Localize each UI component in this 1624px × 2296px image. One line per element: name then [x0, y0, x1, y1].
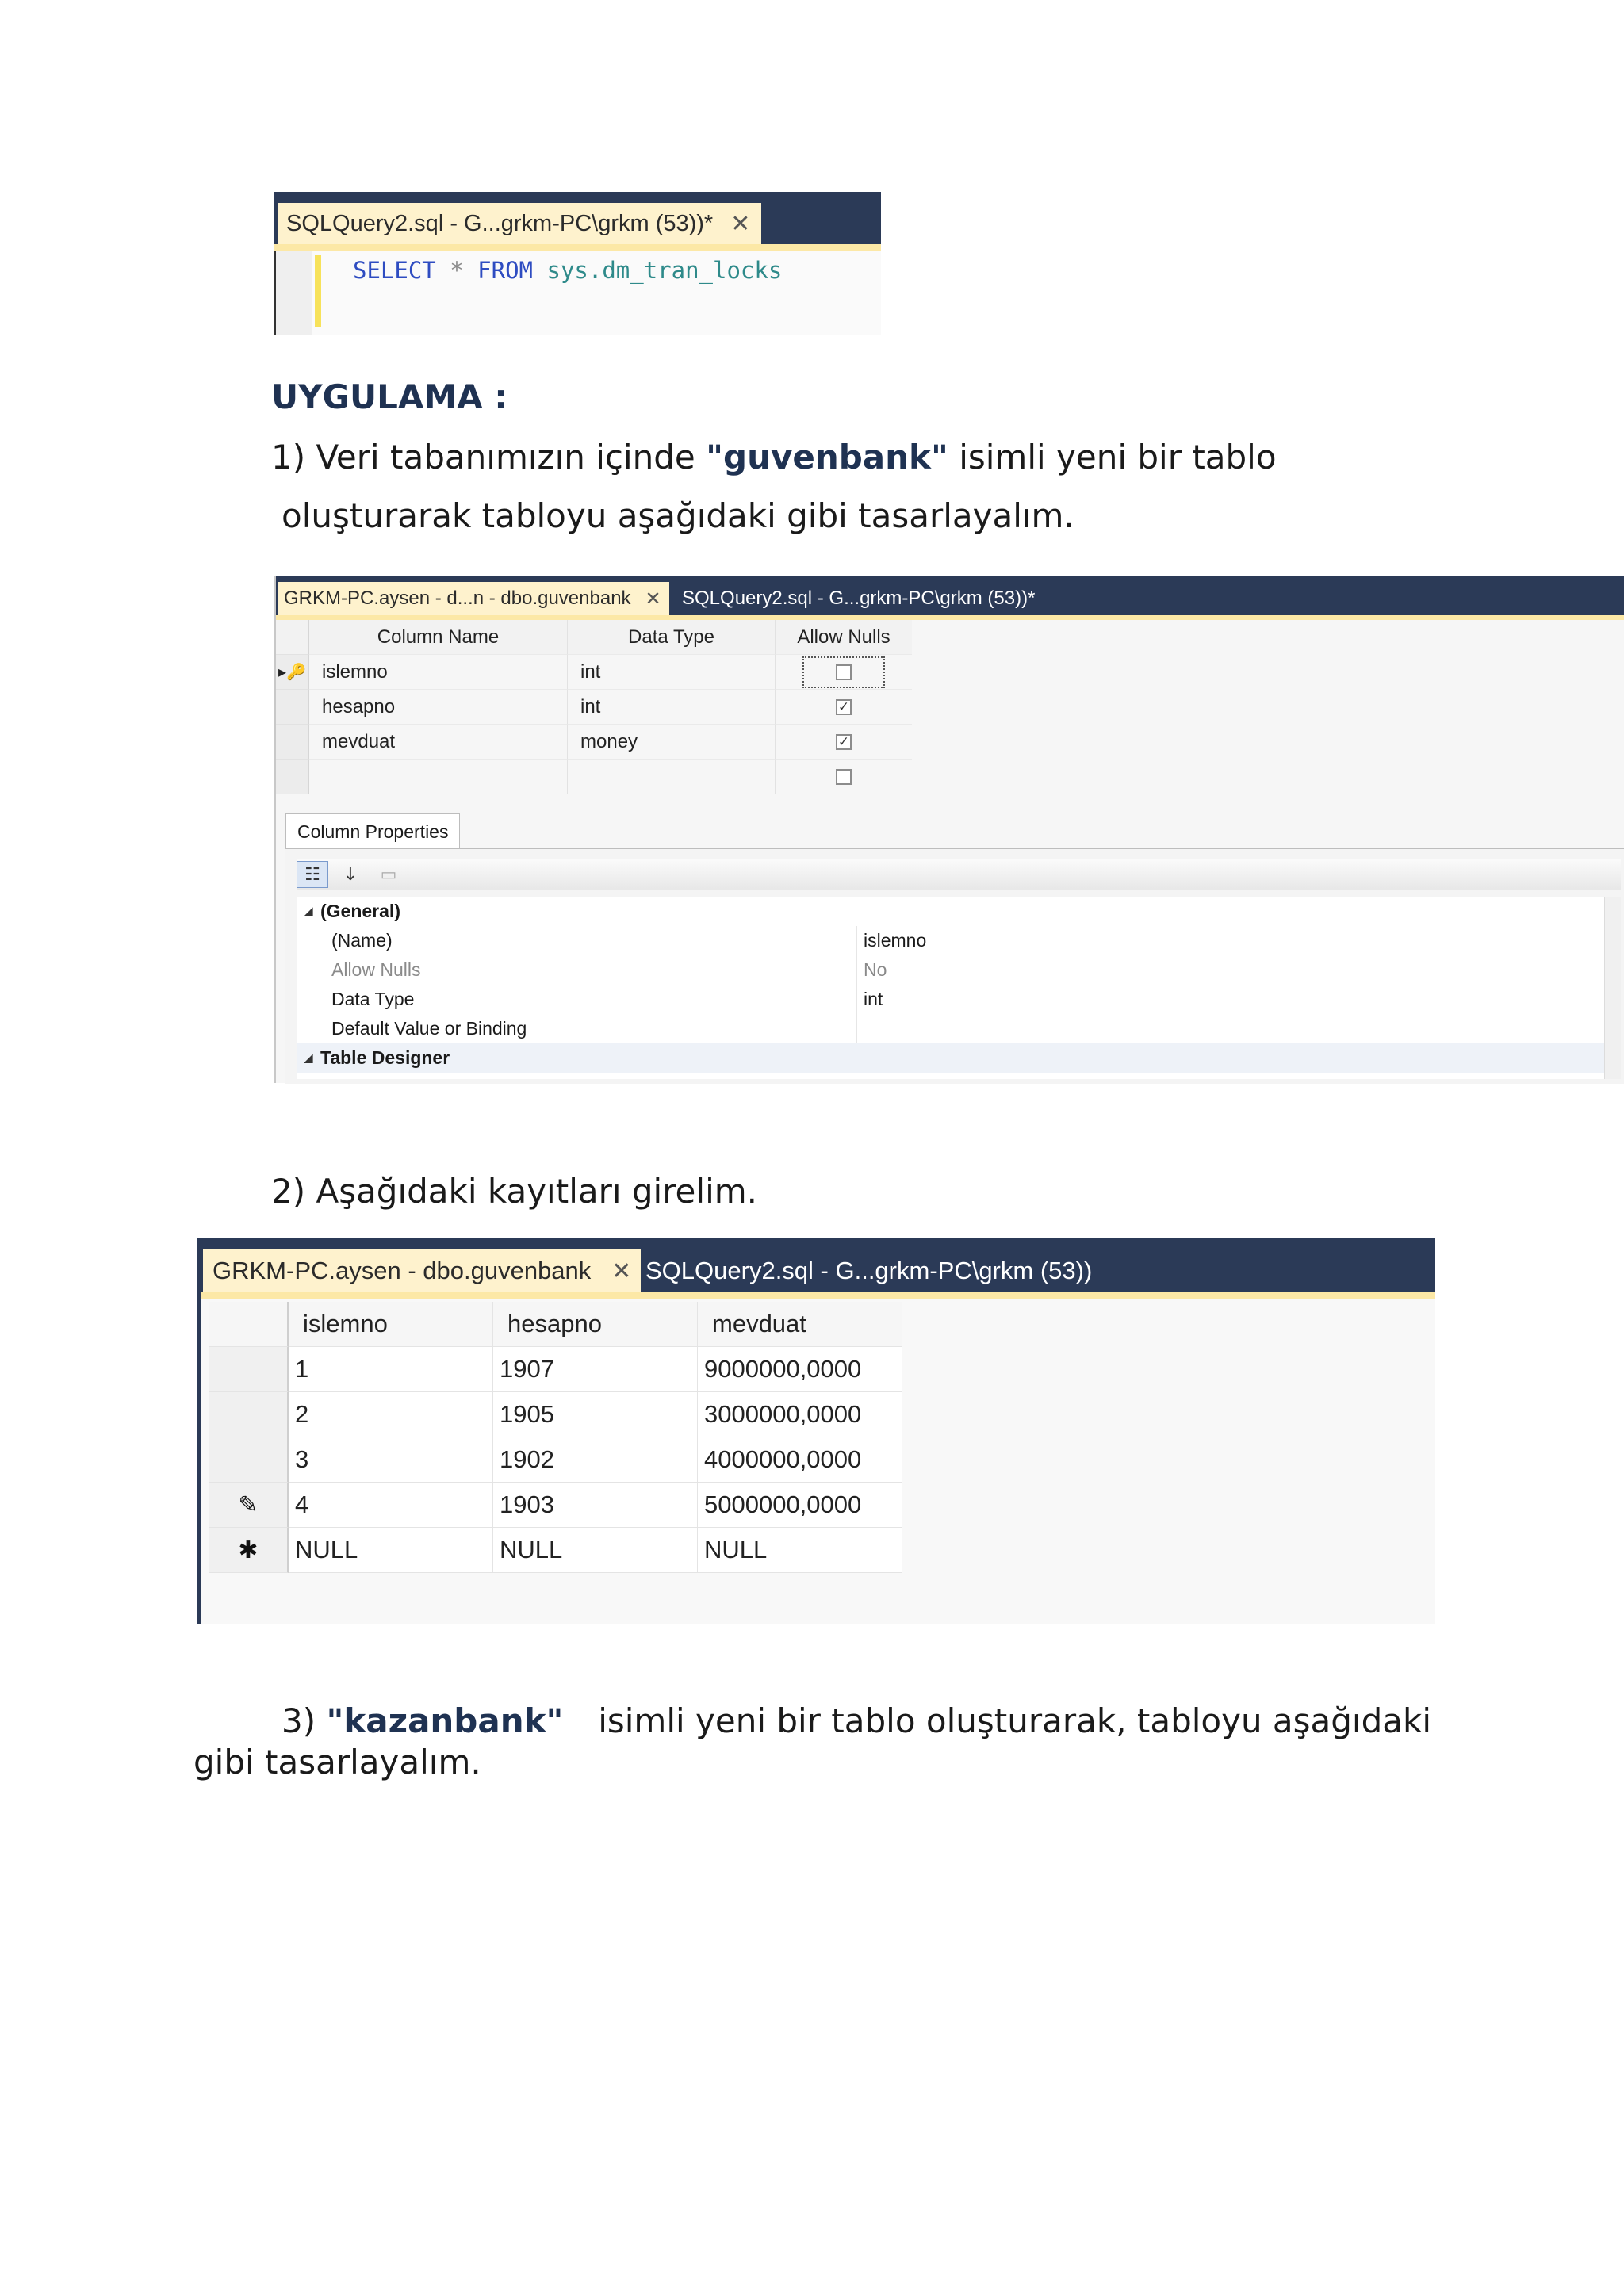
table-designer-screenshot: [274, 576, 1624, 1083]
table-row[interactable]: [209, 1347, 902, 1392]
pencil-icon[interactable]: ✎: [209, 1483, 289, 1528]
property-name: Default Value or Binding: [331, 1018, 527, 1039]
property-row[interactable]: [297, 1014, 1605, 1043]
cell[interactable]: 1902: [493, 1437, 698, 1483]
data-type-cell[interactable]: money: [568, 725, 776, 760]
close-icon[interactable]: ✕: [611, 1257, 632, 1284]
grid-header-row: [276, 620, 912, 655]
allow-nulls-checkbox[interactable]: [836, 664, 852, 680]
step3-table-name: "kazanbank": [326, 1701, 564, 1740]
property-name: (General): [320, 901, 400, 921]
cell[interactable]: 1: [289, 1347, 493, 1392]
editor-gutter: [274, 251, 312, 335]
table-row[interactable]: [276, 655, 912, 690]
property-name: Table Designer: [320, 1047, 450, 1068]
cell[interactable]: 5000000,0000: [698, 1483, 902, 1528]
step1-line1: [271, 438, 1277, 476]
row-selector-header: [209, 1302, 289, 1347]
step2-text: 2) Aşağıdaki kayıtları girelim.: [271, 1172, 757, 1211]
row-selector[interactable]: [209, 1437, 289, 1483]
cell[interactable]: NULL: [698, 1528, 902, 1573]
tab-label: GRKM-PC.aysen - d...n - dbo.guvenbank: [284, 587, 631, 609]
table-row[interactable]: [209, 1483, 902, 1528]
step1-table-name: "guvenbank": [706, 438, 948, 476]
cell[interactable]: 4: [289, 1483, 493, 1528]
property-value[interactable]: No: [856, 955, 1605, 985]
tab-underline: [201, 1292, 1435, 1299]
allow-nulls-checkbox[interactable]: [836, 769, 852, 785]
property-pages-icon[interactable]: ▭: [380, 864, 397, 885]
allow-nulls-cell: [776, 760, 912, 794]
table-row[interactable]: [276, 690, 912, 725]
tab-label: GRKM-PC.aysen - dbo.guvenbank: [213, 1257, 592, 1284]
cell[interactable]: 1903: [493, 1483, 698, 1528]
row-selector[interactable]: [276, 725, 309, 760]
step3-text-pre: [282, 1701, 563, 1740]
column-header[interactable]: hesapno: [493, 1302, 698, 1347]
step3-line2: gibi tasarlayalım.: [193, 1743, 481, 1781]
code-keyword: SELECT: [353, 257, 436, 284]
allow-nulls-cell: [776, 725, 912, 760]
table-row[interactable]: [209, 1437, 902, 1483]
row-selector[interactable]: [209, 1347, 289, 1392]
step3-number: 3): [282, 1701, 327, 1740]
tab-query[interactable]: [682, 582, 1035, 615]
sort-alphabetical-icon[interactable]: ↓: [343, 864, 358, 885]
table-row[interactable]: [209, 1392, 902, 1437]
tab-label: SQLQuery2.sql - G...grkm-PC\grkm (53))*: [682, 587, 1036, 609]
property-value[interactable]: [856, 1014, 1605, 1043]
cell[interactable]: 3000000,0000: [698, 1392, 902, 1437]
grid-header-row: [209, 1302, 902, 1347]
row-selector[interactable]: [209, 1392, 289, 1437]
tab-underline: [274, 244, 881, 251]
tab-query[interactable]: [645, 1249, 1092, 1292]
collapse-triangle-icon[interactable]: ◢: [304, 905, 313, 917]
column-header[interactable]: Column Name: [309, 620, 568, 655]
query-tab[interactable]: [278, 203, 761, 244]
property-name: (Name): [331, 930, 393, 951]
property-name: Data Type: [331, 989, 415, 1009]
property-category[interactable]: [297, 1043, 1605, 1073]
property-row[interactable]: [297, 926, 1605, 955]
section-heading: UYGULAMA :: [271, 377, 508, 416]
cell[interactable]: 2: [289, 1392, 493, 1437]
step1-text-post: isimli yeni bir tablo: [948, 438, 1277, 476]
data-type-cell[interactable]: int: [568, 655, 776, 690]
property-row[interactable]: [297, 985, 1605, 1014]
step1-text-pre: 1) Veri tabanımızın içinde: [271, 438, 707, 476]
column-name-cell[interactable]: [309, 760, 568, 794]
column-header[interactable]: mevduat: [698, 1302, 902, 1347]
table-row[interactable]: [209, 1528, 902, 1573]
cell[interactable]: 9000000,0000: [698, 1347, 902, 1392]
step3-text-post: isimli yeni bir tablo oluşturarak, tabloyu aşağıdaki: [598, 1701, 1431, 1740]
sql-code-line[interactable]: [353, 257, 782, 284]
allow-nulls-checkbox[interactable]: ✓: [836, 734, 852, 750]
code-keyword: FROM: [477, 257, 534, 284]
column-properties-panel: [285, 813, 1624, 1083]
categorized-icon[interactable]: ☷: [297, 861, 328, 888]
tab-table-designer[interactable]: [278, 582, 669, 615]
query-editor-screenshot: [274, 192, 881, 335]
property-value[interactable]: islemno: [856, 926, 1605, 955]
data-type-cell[interactable]: int: [568, 690, 776, 725]
allow-nulls-cell: [776, 655, 912, 690]
property-value[interactable]: int: [856, 985, 1605, 1014]
step3-line1: [282, 1701, 1431, 1740]
close-icon[interactable]: ✕: [645, 587, 661, 610]
cell[interactable]: NULL: [289, 1528, 493, 1573]
data-type-cell[interactable]: [568, 760, 776, 794]
focus-outline: [802, 656, 885, 688]
column-name-cell[interactable]: islemno: [309, 655, 568, 690]
column-name-cell[interactable]: mevduat: [309, 725, 568, 760]
vertical-scrollbar[interactable]: [1604, 897, 1621, 1079]
column-header[interactable]: Data Type: [568, 620, 776, 655]
table-row[interactable]: [276, 725, 912, 760]
close-icon[interactable]: ✕: [730, 210, 751, 237]
primary-key-icon[interactable]: ▸🔑: [276, 655, 309, 690]
column-name-cell[interactable]: hesapno: [309, 690, 568, 725]
tab-label: SQLQuery2.sql - G...grkm-PC\grkm (53)): [645, 1257, 1093, 1284]
cell[interactable]: 3: [289, 1437, 493, 1483]
results-grid-screenshot: [197, 1238, 1435, 1624]
cell[interactable]: 1905: [493, 1392, 698, 1437]
tab-column-properties[interactable]: Column Properties: [285, 813, 460, 849]
column-header[interactable]: Allow Nulls: [776, 620, 912, 655]
row-selector[interactable]: [276, 690, 309, 725]
code-object: sys.dm_tran_locks: [546, 257, 783, 284]
tab-table-data[interactable]: [203, 1249, 641, 1292]
column-header[interactable]: islemno: [289, 1302, 493, 1347]
property-row[interactable]: [297, 955, 1605, 985]
step1-line2: oluşturarak tabloyu aşağıdaki gibi tasarlayalım.: [282, 496, 1074, 535]
property-name: Allow Nulls: [331, 959, 421, 980]
change-marker: [315, 255, 321, 327]
collapse-triangle-icon[interactable]: ◢: [304, 1051, 313, 1064]
property-category[interactable]: [297, 897, 1605, 926]
row-selector-header: [276, 620, 309, 655]
designer-tab-strip: [276, 576, 1624, 615]
properties-body: [285, 848, 1624, 1084]
allow-nulls-cell: [776, 690, 912, 725]
editor-tab-strip: [274, 192, 881, 244]
code-operator: *: [450, 257, 464, 284]
cell[interactable]: 1907: [493, 1347, 698, 1392]
property-grid: [297, 897, 1621, 1079]
results-tab-strip: [201, 1238, 1435, 1292]
cell[interactable]: 4000000,0000: [698, 1437, 902, 1483]
cell[interactable]: NULL: [493, 1528, 698, 1573]
query-tab-title: SQLQuery2.sql - G...grkm-PC\grkm (53))*: [286, 210, 714, 236]
allow-nulls-checkbox[interactable]: ✓: [836, 699, 852, 715]
table-row[interactable]: [276, 760, 912, 794]
new-row-asterisk-icon[interactable]: ✱: [209, 1528, 289, 1573]
properties-toolbar: [297, 859, 1621, 890]
row-selector[interactable]: [276, 760, 309, 794]
